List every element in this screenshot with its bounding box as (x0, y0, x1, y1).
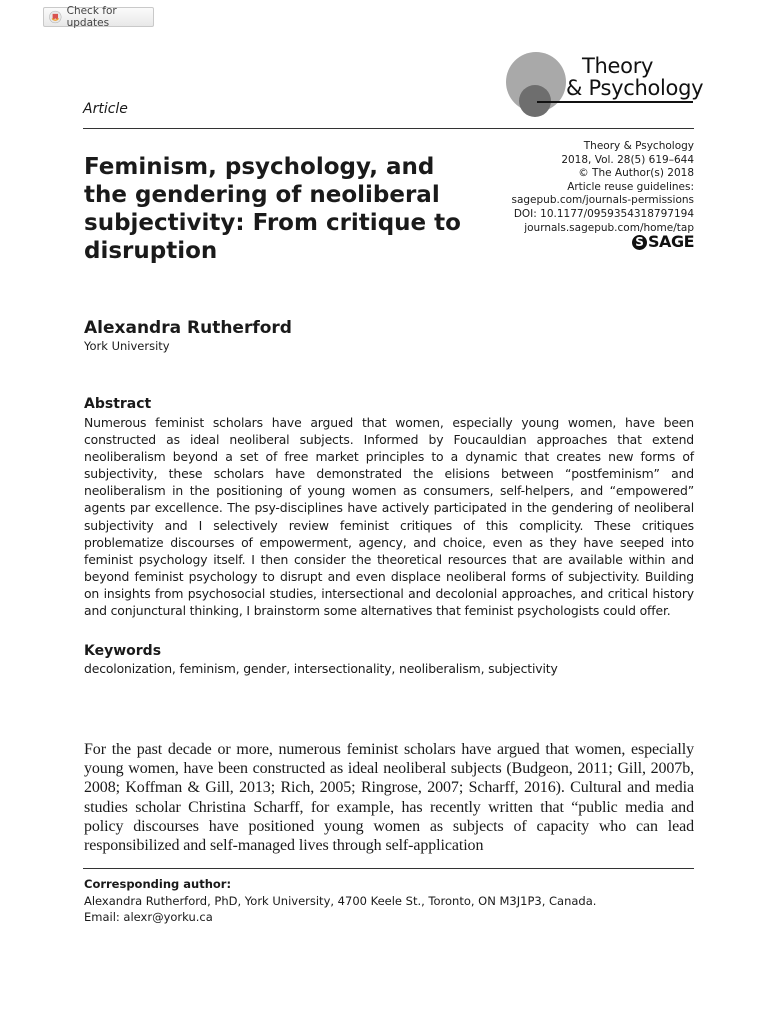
citation-volume-pages: 2018, Vol. 28(5) 619–644 (561, 153, 694, 166)
footnote-divider (83, 868, 694, 869)
keywords-list: decolonization, feminism, gender, intersectionality, neoliberalism, subjectivity (84, 661, 558, 676)
author-affiliation: York University (84, 339, 170, 353)
corresponding-author-heading: Corresponding author: (84, 877, 232, 891)
corresponding-author-address: Alexandra Rutherford, PhD, York University, 4700 Keele St., Toronto, ON M3J1P3, Canada. (84, 894, 597, 908)
publisher-name: SAGE (648, 232, 694, 251)
header-divider (83, 128, 694, 129)
citation-block (511, 140, 694, 235)
article-title: Feminism, psychology, and the gendering of neoliberal subjectivity: From critique to disruption (84, 154, 461, 264)
author-name: Alexandra Rutherford (84, 318, 292, 338)
citation-doi[interactable]: DOI: 10.1177/0959354318797194 (513, 207, 694, 220)
abstract-heading: Abstract (84, 396, 152, 412)
check-for-updates-label: Check for updates (66, 5, 117, 29)
sage-logo-icon: S (632, 235, 647, 250)
journal-logo-underline (537, 101, 693, 103)
citation-journal-link[interactable]: journals.sagepub.com/home/tap (524, 221, 694, 234)
publisher-logo (632, 234, 694, 250)
journal-logo-line2: & Psychology (566, 76, 704, 100)
citation-reuse-label: Article reuse guidelines: (567, 180, 694, 193)
citation-journal: Theory & Psychology (583, 140, 694, 152)
body-paragraph: For the past decade or more, numerous feminist scholars have argued that women, especially young women, have been constructed as ideal neoliberal subjects (Budgeon, 2011; Gill, 2007b, 2008; Koffman & Gill, 2013; Rich, 2005; Ringrose, 2007; Scharff, 2016). Cultural and media studies scholar Christina Scharff, for example, has recently written that “public media and policy discourses have positioned young women as subjects of capacity who can lead responsibilized and self-managed lives through self-application (84, 741, 694, 855)
journal-logo-line1: Theory (582, 54, 654, 78)
citation-reuse-link[interactable]: sagepub.com/journals-permissions (511, 194, 694, 207)
citation-copyright: © The Author(s) 2018 (578, 167, 694, 180)
check-for-updates-icon (49, 10, 62, 24)
article-type-label: Article (83, 101, 128, 117)
keywords-heading: Keywords (84, 643, 162, 659)
check-for-updates-button[interactable] (43, 7, 154, 27)
corresponding-author-details (84, 893, 596, 925)
corresponding-author-email[interactable]: Email: alexr@yorku.ca (84, 910, 213, 924)
abstract-text: Numerous feminist scholars have argued that women, especially young women, have been constructed as ideal neoliberal subjects. Informed by Foucauldian approaches that extend neoliberalism beyond a set of free market principles to a dynamic that creates new forms of subjectivity, these scholars have demonstrated the elisions between “postfeminism” and neoliberalism in the positioning of young women as consumers, self-helpers, and “empowered” agents par excellence. The psy-disciplines have actively participated in the gendering of neoliberal subjectivity and I selectively review feminist critiques of this complicity. These critiques problematize discourses of empowerment, agency, and choice, even as they have seeped into feminist psychology itself. I then consider the theoretical resources that are available within and beyond feminist psychology to disrupt and even displace neoliberal forms of subjectivity. Building on insights from psychosocial studies, intersectional and decolonial approaches, and critical history and conjunctural thinking, I brainstorm some alternatives that feminist psychologists could offer. (84, 415, 694, 619)
